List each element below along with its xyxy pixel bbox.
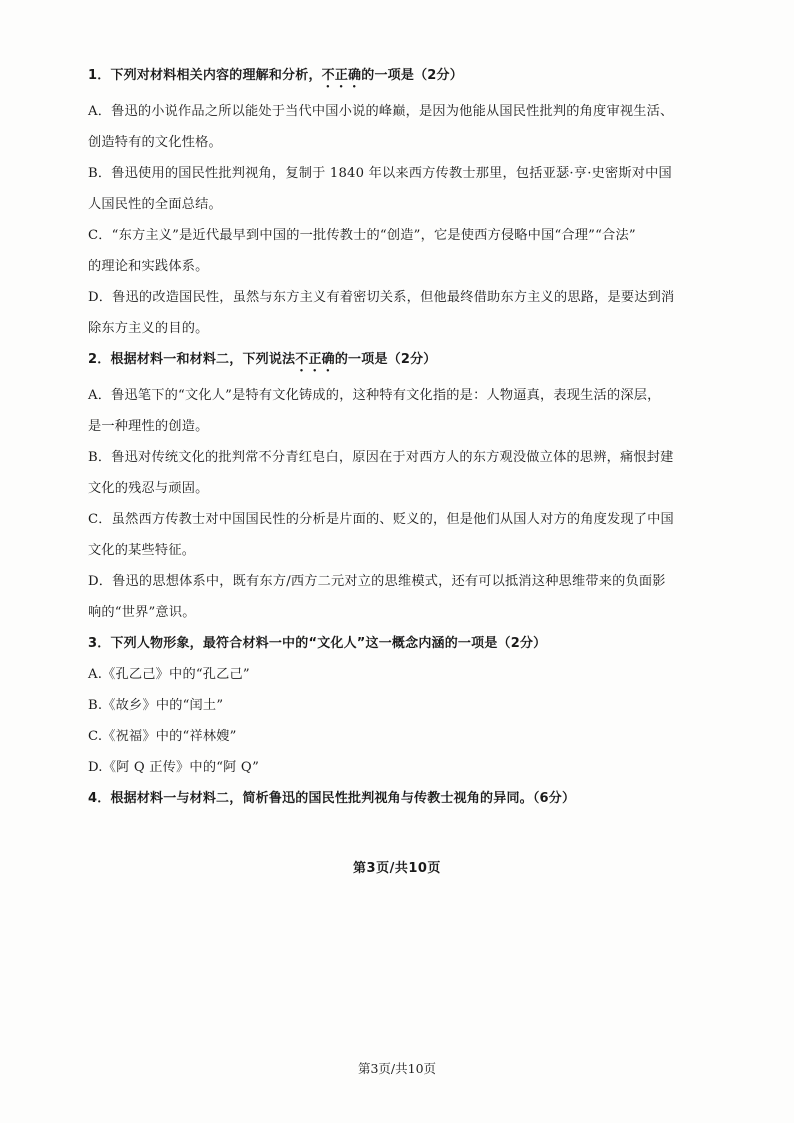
- question-3-option-a: A.《孔乙己》中的“孔乙己”: [88, 667, 250, 682]
- question-1-option-d-line-1: D．鲁迅的改造国民性，虽然与东方主义有着密切关系，但他最终借助东方主义的思路，是要达到消: [88, 290, 675, 305]
- question-1-option-a-line-1: A．鲁迅的小说作品之所以能处于当代中国小说的峰巅，是因为他能从国民性批判的角度审视生活、: [88, 104, 674, 119]
- question-2-option-d-line-2: 响的“世界”意识。: [88, 605, 196, 620]
- question-1-option-b-line-1: B．鲁迅使用的国民性批判视角，复制于 1840 年以来西方传教士那里，包括亚瑟·亨·史密斯对中国: [88, 166, 672, 181]
- question-2-option-a-line-2: 是一种理性的创造。: [88, 419, 209, 434]
- question-2-stem-pre: 2．根据材料一和材料二，下列说法: [88, 352, 296, 367]
- question-3-option-d: D.《阿 Q 正传》中的“阿 Q”: [88, 760, 260, 775]
- question-3-option-c: C.《祝福》中的“祥林嫂”: [88, 729, 237, 744]
- question-2-stem-emphasis: 不正确: [295, 352, 335, 367]
- page-number-footer: 第3页/共10页: [357, 1061, 437, 1076]
- question-1-stem: [88, 66, 708, 91]
- question-2-option-b-line-2: 文化的残忍与顽固。: [88, 481, 209, 496]
- question-2-option-c-line-2: 文化的某些特征。: [88, 543, 196, 558]
- question-2-option-c-line-1: C．虽然西方传教士对中国国民性的分析是片面的、贬义的，但是他们从国人对方的角度发现了中国: [88, 512, 674, 527]
- question-1-option-c-line-1: C．“东方主义”是近代最早到中国的一批传教士的“创造”，它是使西方侵略中国“合理”“合法”: [88, 228, 636, 243]
- question-1-option-b-line-2: 人国民性的全面总结。: [88, 197, 222, 212]
- question-2-option-a-line-1: A．鲁迅笔下的“文化人”是特有文化铸成的，这种特有文化指的是：人物逼真，表现生活的深层，: [88, 388, 661, 403]
- question-list: [88, 66, 708, 820]
- page-number-bold: 第3页/共10页: [353, 861, 441, 876]
- question-3-stem: [88, 634, 708, 654]
- question-1-option-c-line-2: 的理论和实践体系。: [88, 259, 209, 274]
- question-1-option-d-line-2: 除东方主义的目的。: [88, 321, 209, 336]
- question-2-option-d-line-1: D．鲁迅的思想体系中，既有东方/西方二元对立的思维模式，还有可以抵消这种思维带来的负面影: [88, 574, 666, 589]
- question-4-stem-text: 4．根据材料一与材料二，简析鲁迅的国民性批判视角与传教士视角的异同。（6分）: [88, 791, 576, 806]
- question-1-stem-post: 的一项是（2分）: [361, 68, 463, 83]
- question-2-stem-post: 的一项是（2分）: [334, 352, 437, 367]
- question-4-stem: [88, 789, 708, 809]
- question-1-option-a-line-2: 创造特有的文化性格。: [88, 135, 222, 150]
- question-3-stem-text: 3．下列人物形象，最符合材料一中的“文化人”这一概念内涵的一项是（2分）: [88, 636, 547, 651]
- question-2-stem: [88, 350, 708, 375]
- question-3-option-b: B.《故乡》中的“闰土”: [88, 698, 224, 713]
- question-2-option-b-line-1: B．鲁迅对传统文化的批判常不分青红皂白，原因在于对西方人的东方观没做立体的思辨，痛恨封建: [88, 450, 674, 465]
- question-1-stem-emphasis: 不正确: [321, 68, 362, 83]
- question-1-stem-pre: 1．下列对材料相关内容的理解和分析，: [88, 68, 322, 83]
